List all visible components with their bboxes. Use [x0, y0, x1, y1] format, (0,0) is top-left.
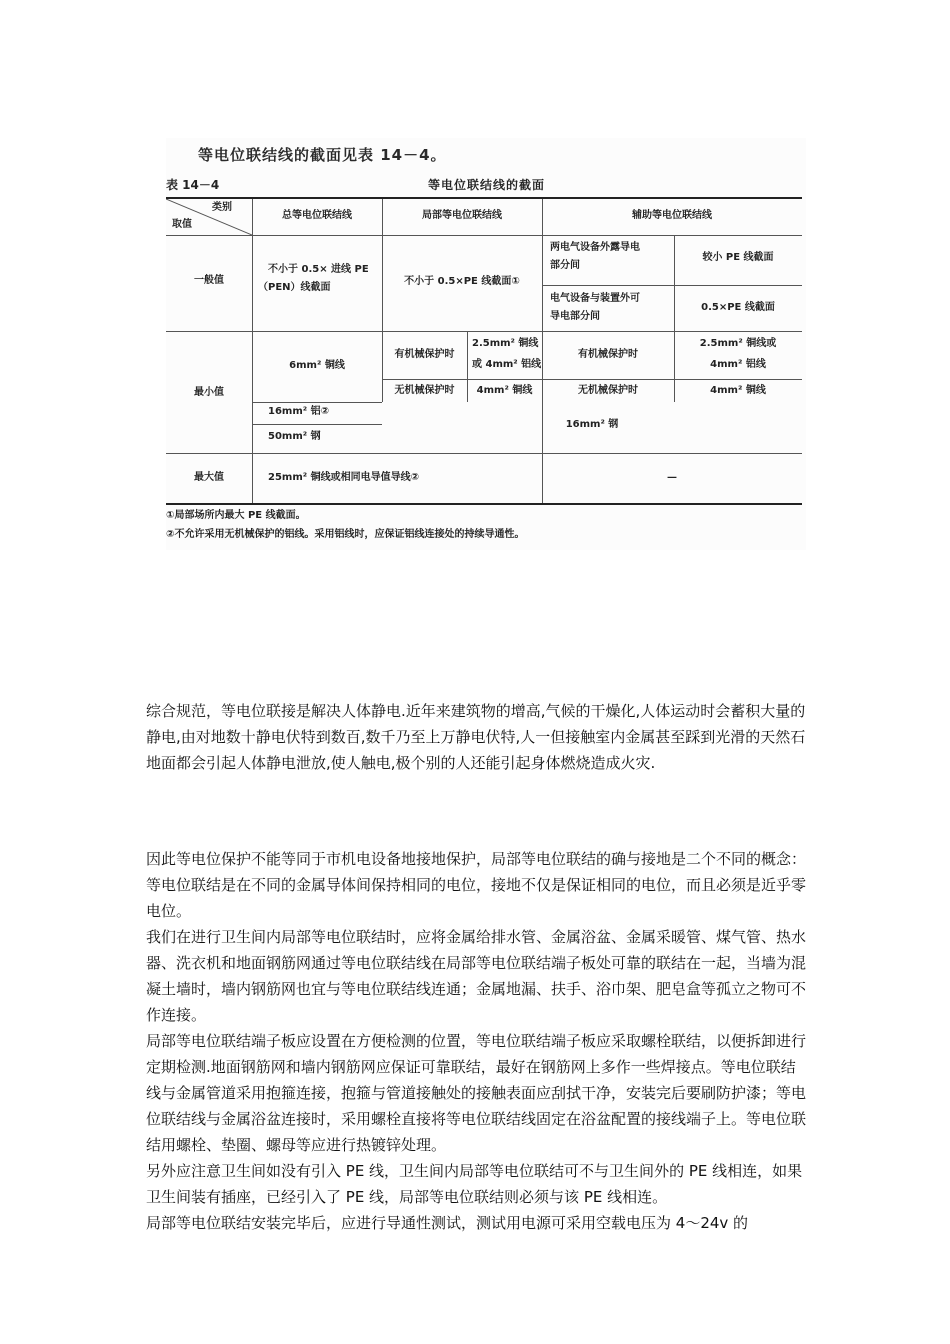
cell-general-aux-b-line1: 电气设备与装置外可 — [550, 293, 640, 304]
table-number: 表 14－4 — [166, 178, 220, 192]
body-paragraph: 另外应注意卫生间如没有引入 PE 线，卫生间内局部等电位联结可不与卫生间外的 PE 线相连，如果卫生间装有插座，已经引入了 PE 线，局部等电位联结则必须与该 PE 线相连。 — [146, 1162, 803, 1206]
cell-min-local-nomech-label: 无机械保护时 — [394, 385, 455, 396]
cell-general-local: 不小于 0.5×PE 线截面① — [404, 276, 520, 287]
cell-min-local-mech-value2: 或 4mm² 铝线 — [472, 359, 542, 370]
header-main-bonding: 总等电位联结线 — [282, 210, 352, 221]
corner-category-label: 类别 — [212, 202, 232, 213]
cell-min-aux-mech-label: 有机械保护时 — [578, 349, 638, 360]
cell-general-main-line2: （PEN）线截面 — [258, 282, 331, 293]
cell-min-aux-mech-value1: 2.5mm² 铜线或 — [699, 338, 777, 349]
cell-general-main-line1: 不小于 0.5× 进线 PE — [268, 264, 369, 275]
cell-min-local-nomech-value: 4mm² 铜线 — [476, 385, 533, 396]
cell-min-aux-mech-value2: 4mm² 铝线 — [710, 359, 766, 370]
footnote-2: ②不允许采用无机械保护的铝线。采用铝线时，应保证铝线连接处的持续导通性。 — [166, 529, 525, 540]
cell-general-aux-b-line2: 导电部分间 — [550, 311, 600, 322]
body-paragraph: 因此等电位保护不能等同于市机电设备地接地保护，局部等电位联结的确与接地是二个不同的概念：等电位联结是在不同的金属导体间保持相同的电位，接地不仅是保证相同的电位，而且必须是近乎零电位。 — [146, 850, 807, 920]
cell-min-aux-nomech-label: 无机械保护时 — [578, 385, 638, 396]
cell-max-main: 25mm² 铜线或相同电导值导线② — [268, 472, 420, 483]
corner-value-label: 取值 — [172, 219, 192, 230]
cell-min-main-steel: 50mm² 钢 — [268, 431, 321, 442]
cell-min-local-mech-label: 有机械保护时 — [394, 349, 455, 360]
cell-min-main-copper: 6mm² 铜线 — [289, 360, 345, 371]
body-paragraph: 综合规范，等电位联接是解决人体静电.近年来建筑物的增高,气候的干燥化,人体运动时会蓄积大量的静电,由对地数十静电伏特到数百,数千乃至上万静电伏特,人一但接触室内金属甚至踩到光滑的天然石地面都会引起人体静电泄放,使人触电,极个别的人还能引起身体燃烧造成火灾. — [146, 702, 806, 772]
body-paragraph: 局部等电位联结安装完毕后，应进行导通性测试，测试用电源可采用空载电压为 4～24v 的 — [146, 1214, 749, 1232]
cell-general-aux-a-line1: 两电气设备外露导电 — [550, 242, 640, 253]
row-label-general: 一般值 — [194, 275, 224, 286]
table-title: 等电位联结线的截面 — [428, 178, 546, 192]
cell-max-other: — — [667, 472, 677, 483]
header-aux-bonding: 辅助等电位联结线 — [632, 210, 712, 221]
paragraph-static-electricity — [146, 698, 810, 776]
cell-min-steel: 16mm² 钢 — [565, 419, 619, 430]
scanned-table-image — [166, 138, 806, 550]
row-label-maximum: 最大值 — [194, 472, 224, 483]
table-footnotes — [166, 506, 524, 544]
body-text-block — [146, 846, 810, 1236]
cell-min-main-aluminum: 16mm² 铝② — [268, 406, 330, 417]
cell-general-aux-a-line2: 部分间 — [550, 260, 580, 271]
row-label-minimum: 最小值 — [194, 387, 224, 398]
table-intro-line: 等电位联结线的截面见表 14－4。 — [198, 146, 447, 164]
cell-min-aux-nomech-value: 4mm² 铜线 — [710, 385, 766, 396]
cell-general-aux-b-value: 0.5×PE 线截面 — [701, 302, 775, 313]
cell-general-aux-a-value: 较小 PE 线截面 — [702, 252, 774, 263]
body-paragraph: 局部等电位联结端子板应设置在方便检测的位置，等电位联结端子板应采取螺栓联结，以便拆卸进行定期检测.地面钢筋网和墙内钢筋网应保证可靠联结，最好在钢筋网上多作一些焊接点。等电位联结线与金属管道采用抱箍连接，抱箍与管道接触处的接触表面应刮拭干净，安装完后要刷防护漆；等电位联结线与金属浴盆连接时，采用螺栓直接将等电位联结线固定在浴盆配置的接线端子上。等电位联结用螺栓、垫圈、螺母等应进行热镀锌处理。 — [146, 1032, 807, 1154]
body-paragraph: 我们在进行卫生间内局部等电位联结时，应将金属给排水管、金属浴盆、金属采暖管、煤气管、热水器、洗衣机和地面钢筋网通过等电位联结线在局部等电位联结端子板处可靠的联结在一起，当墙为混凝土墙时，墙内钢筋网也宜与等电位联结线连通；金属地漏、扶手、浴巾架、肥皂盒等孤立之物可不作连接。 — [146, 928, 807, 1024]
header-local-bonding: 局部等电位联结线 — [422, 210, 502, 221]
footnote-1: ①局部场所内最大 PE 线截面。 — [166, 510, 306, 521]
conductor-section-table — [166, 197, 802, 505]
cell-min-local-mech-value1: 2.5mm² 铜线 — [472, 338, 539, 349]
